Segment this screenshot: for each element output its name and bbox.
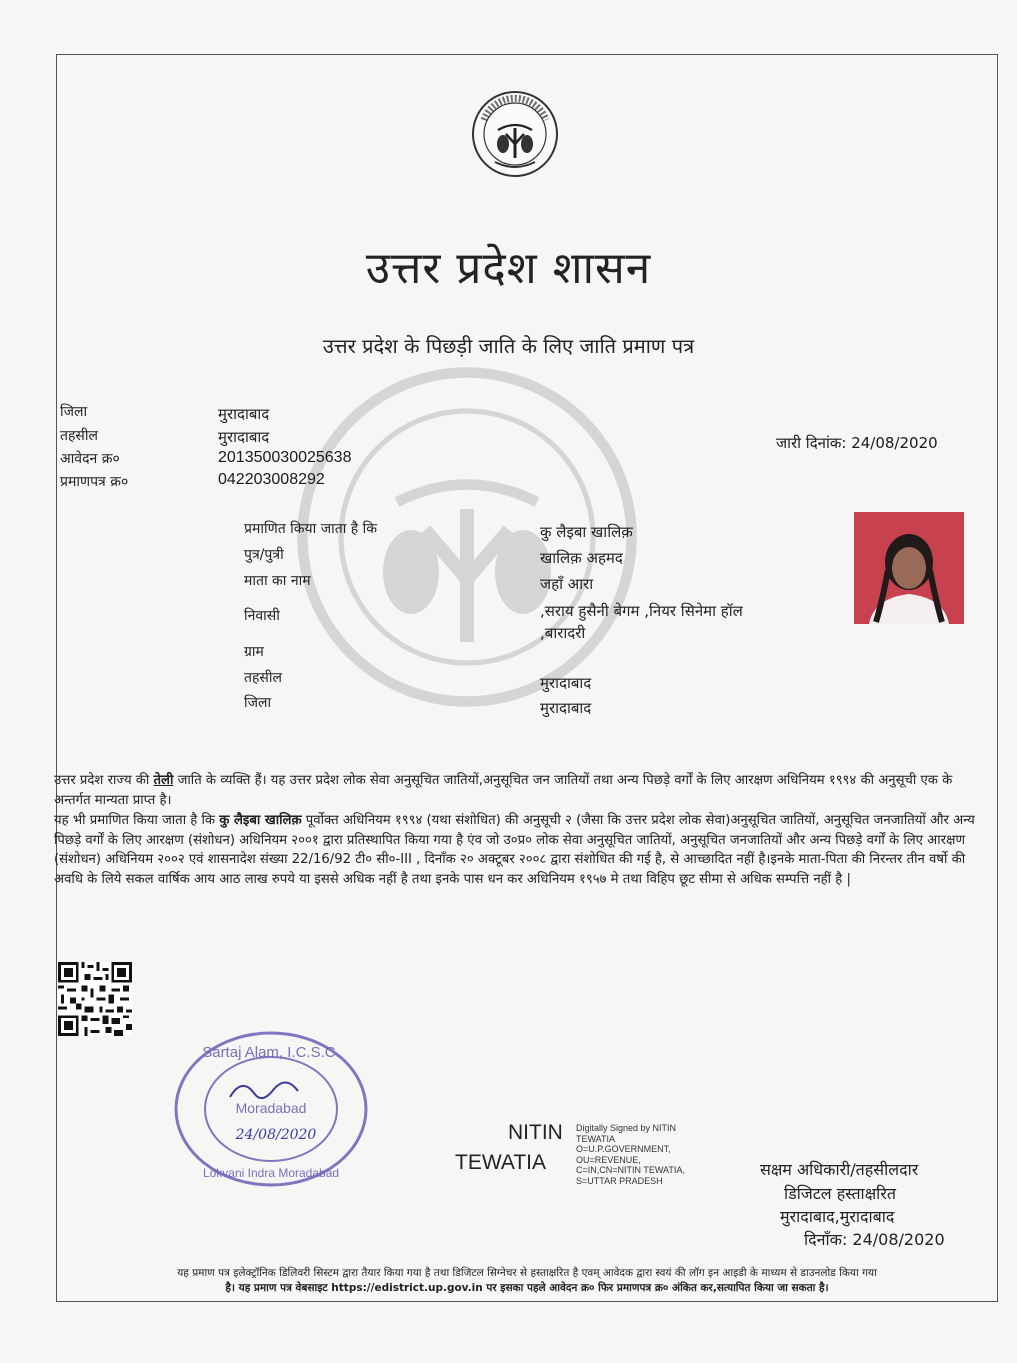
up-government-emblem — [470, 86, 560, 186]
digital-signer-name-line1: NITIN — [508, 1121, 563, 1144]
certificate-number-value: 042203008292 — [218, 471, 325, 488]
issue-date: जारी दिनांक: 24/08/2020 — [776, 434, 938, 452]
district-label: जिला — [60, 404, 88, 420]
child-of-label: पुत्र/पुत्री — [244, 547, 284, 563]
mother-label: माता का नाम — [244, 573, 311, 589]
digital-signer-name-line2: TEWATIA — [455, 1151, 546, 1174]
father-name: खालिक़ अहमद — [540, 549, 623, 567]
official-stamp — [170, 1027, 372, 1191]
stamp-bottom-text: Lokvani Indra Moradabad — [202, 1166, 340, 1180]
verification-footer: यह प्रमाण पत्र इलेक्ट्रॉनिक डिलिवरी सिस्टम द्वारा तैयार किया गया है तथा डिजिटल सिग्नेचर से हस्ताक्षरित है एवम् आवेदक द्वारा स्वयं की लॉग इन आइडी के माध्यम से डाउनलोड किया गया है। यह प्रमाण पत्र वेबसाइट https://edistrict.up.gov.in पर इसका पहले आवेदन क्र० फिर प्रमाणपत्र क्र० अंकित कर,सत्यापित किया जा सकता है। — [177, 1267, 877, 1294]
officer-location: मुरादाबाद,मुरादाबाद — [780, 1207, 895, 1226]
application-number-label: आवेदन क्र० — [60, 451, 120, 467]
resident-label: निवासी — [244, 608, 280, 624]
officer-designation: सक्षम अधिकारी/तहसीलदार — [760, 1160, 919, 1179]
tehsil-value: मुरादाबाद — [218, 428, 270, 446]
certified-label: प्रमाणित किया जाता है कि — [244, 521, 378, 537]
caste-name: तेली — [153, 773, 174, 788]
digital-signature-details: Digitally Signed by NITIN TEWATIA O=U.P.GOVERNMENT, OU=REVENUE, C=IN,CN=NITIN TEWATIA, S=UTTAR PRADESH — [576, 1123, 685, 1186]
qr-code — [58, 962, 132, 1036]
detail-district-label: जिला — [244, 695, 272, 711]
applicant-photo — [854, 512, 964, 624]
detail-district-value: मुरादाबाद — [540, 699, 592, 717]
resident-address-line2: ,बारादरी — [540, 624, 586, 642]
detail-tehsil-value: मुरादाबाद — [540, 674, 592, 692]
certificate-subtitle: उत्तर प्रदेश के पिछड़ी जाति के लिए जाति प्रमाण पत्र — [322, 334, 695, 358]
caste-paragraph: उत्तर प्रदेश राज्य की तेली जाति के व्यक्ति हैं। यह उत्तर प्रदेश लोक सेवा अनुसूचित जातियों,अनुसूचित जन जातियों तथा अन्य पिछड़े वर्गों के लिए आरक्षण अधिनियम १९९४ की अनुसूची एक के अन्तर्गत मान्यता प्राप्त है। — [54, 773, 953, 808]
officer-digital-signed: डिजिटल हस्ताक्षरित — [784, 1184, 896, 1203]
declaration-paragraph: यह भी प्रमाणित किया जाता है कि कु लैइबा खालिक़ पूर्वोक्त अधिनियम १९९४ (यथा संशोधित) की अनुसूची २ (जैसा कि उत्तर प्रदेश लोक सेवा)अनुसूचित जातियों, अनुसूचित जनजातियों और अन्य पिछड़े वर्गों के लिए आरक्षण (संशोधन) अधिनियम २००१ द्वारा प्रतिस्थापित किया गया है एंव जो उ०प्र० लोक सेवा अनुसूचित जातियों, अनुसूचित जनजातियों और अन्य पिछड़े वर्गों के लिए आरक्षण (संशोधन) अधिनियम २००२ एवं शासनादेश संख्या 22/16/92 टी० सी०-III , दिनाँक २० अक्टूबर २००८ द्वारा संशोधित की गई है, से आच्छादित नहीं है।इनके माता-पिता की निरन्तर तीन वर्षो की अवधि के लिये सकल वार्षिक आय आठ लाख रुपये या इससे अधिक नहीं है तथा इनके पास धन कर अधिनियम १९५७ मे तथा विहिप छूट सीमा से अधिक सम्पत्ति नहीं है | — [54, 813, 975, 887]
certificate-number-label: प्रमाणपत्र क्र० — [60, 474, 129, 490]
detail-tehsil-label: तहसील — [244, 670, 282, 686]
mother-name: जहाँ आरा — [540, 575, 594, 593]
stamp-center-text: Moradabad — [235, 1100, 307, 1116]
applicant-name: कु लैइबा खालिक़ — [540, 523, 633, 541]
officer-date: दिनाँक: 24/08/2020 — [804, 1230, 945, 1249]
tehsil-label: तहसील — [60, 428, 98, 444]
stamp-ring-text: Sartaj Alam, I.C.S.C. — [202, 1044, 340, 1061]
handwritten-signature — [230, 1082, 298, 1098]
application-number-value: 201350030025638 — [218, 449, 352, 466]
declaration-applicant-name: कु लैइबा खालिक़ — [219, 813, 302, 828]
district-value: मुरादाबाद — [218, 405, 270, 423]
resident-address-line1: ,सराय हुसैनी बेगम ,नियर सिनेमा हॉल — [540, 602, 743, 620]
stamp-date: 24/08/2020 — [235, 1127, 317, 1143]
certificate-title: उत्तर प्रदेश शासन — [365, 243, 652, 294]
village-label: ग्राम — [244, 644, 264, 660]
